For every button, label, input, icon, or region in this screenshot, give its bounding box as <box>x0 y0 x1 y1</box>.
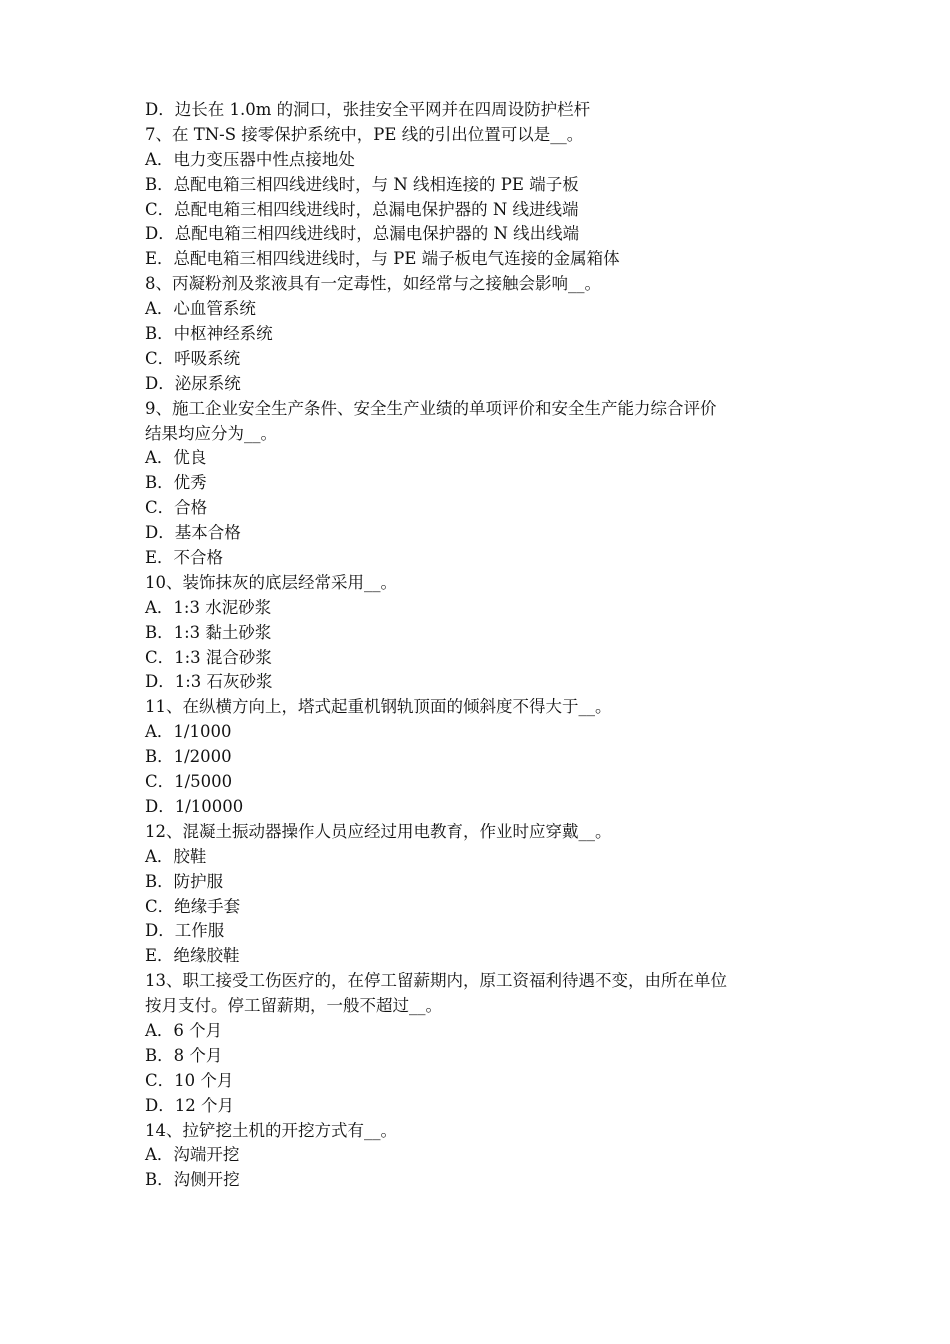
text-line: 结果均应分为__。 <box>145 423 277 443</box>
text-line: D．1/10000 <box>145 796 244 816</box>
text-line: A．1/1000 <box>145 722 232 742</box>
text-line: D．12 个月 <box>145 1095 234 1115</box>
question-10: 10、装饰抹灰的底层经常采用__。 <box>145 572 397 592</box>
text-line: B．沟侧开挖 <box>145 1170 240 1190</box>
text-line: A．6 个月 <box>145 1020 223 1040</box>
text-line: D．总配电箱三相四线进线时，总漏电保护器的 N 线出线端 <box>145 224 580 244</box>
text-line: A．胶鞋 <box>145 846 207 866</box>
text-line: A．电力变压器中性点接地处 <box>145 149 355 169</box>
text-line: B．8 个月 <box>145 1045 223 1065</box>
text-line: E．绝缘胶鞋 <box>145 946 240 966</box>
text-line: D．泌尿系统 <box>145 373 241 393</box>
text-line: B．1/2000 <box>145 747 232 767</box>
text-line: C．呼吸系统 <box>145 348 241 368</box>
text-line: 按月支付。停工留薪期，一般不超过__。 <box>145 996 442 1016</box>
text-line: B．总配电箱三相四线进线时，与 N 线相连接的 PE 端子板 <box>145 174 579 194</box>
question-13: 13、职工接受工伤医疗的，在停工留薪期内，原工资福利待遇不变，由所在单位 <box>145 971 727 991</box>
text-line: B．中枢神经系统 <box>145 324 273 344</box>
text-line: B．防护服 <box>145 871 224 891</box>
text-line: D．边长在 1.0m 的洞口，张挂安全平网并在四周设防护栏杆 <box>145 100 591 119</box>
question-14: 14、拉铲挖土机的开挖方式有__。 <box>145 1120 397 1140</box>
text-line: C．总配电箱三相四线进线时，总漏电保护器的 N 线进线端 <box>145 199 579 219</box>
question-11: 11、在纵横方向上，塔式起重机钢轨顶面的倾斜度不得大于__。 <box>145 697 612 717</box>
question-12: 12、混凝土振动器操作人员应经过用电教育，作业时应穿戴__。 <box>145 821 612 841</box>
question-7: 7、在 TN-S 接零保护系统中，PE 线的引出位置可以是__。 <box>145 124 584 144</box>
text-line: E．总配电箱三相四线进线时，与 PE 端子板电气连接的金属箱体 <box>145 249 620 269</box>
text-line: C．1/5000 <box>145 772 233 792</box>
text-line: E．不合格 <box>145 548 224 568</box>
text-line: A．沟端开挖 <box>145 1145 240 1165</box>
text-line: A．心血管系统 <box>145 299 256 319</box>
text-line: C．10 个月 <box>145 1070 234 1090</box>
text-line: C．1:3 混合砂浆 <box>145 647 272 667</box>
text-line: D．工作服 <box>145 921 225 941</box>
question-text-block <box>145 98 825 1193</box>
text-line: D．1:3 石灰砂浆 <box>145 672 273 692</box>
question-9: 9、施工企业安全生产条件、安全生产业绩的单项评价和安全生产能力综合评价 <box>145 398 717 418</box>
text-line: A．1:3 水泥砂浆 <box>145 597 272 617</box>
text-line: C．合格 <box>145 498 208 518</box>
text-line: C．绝缘手套 <box>145 896 241 916</box>
text-line: A．优良 <box>145 448 207 468</box>
text-line: B．优秀 <box>145 473 207 493</box>
text-line: B．1:3 黏土砂浆 <box>145 622 272 642</box>
text-line: D．基本合格 <box>145 523 241 543</box>
question-8: 8、丙凝粉剂及浆液具有一定毒性，如经常与之接触会影响__。 <box>145 274 601 294</box>
